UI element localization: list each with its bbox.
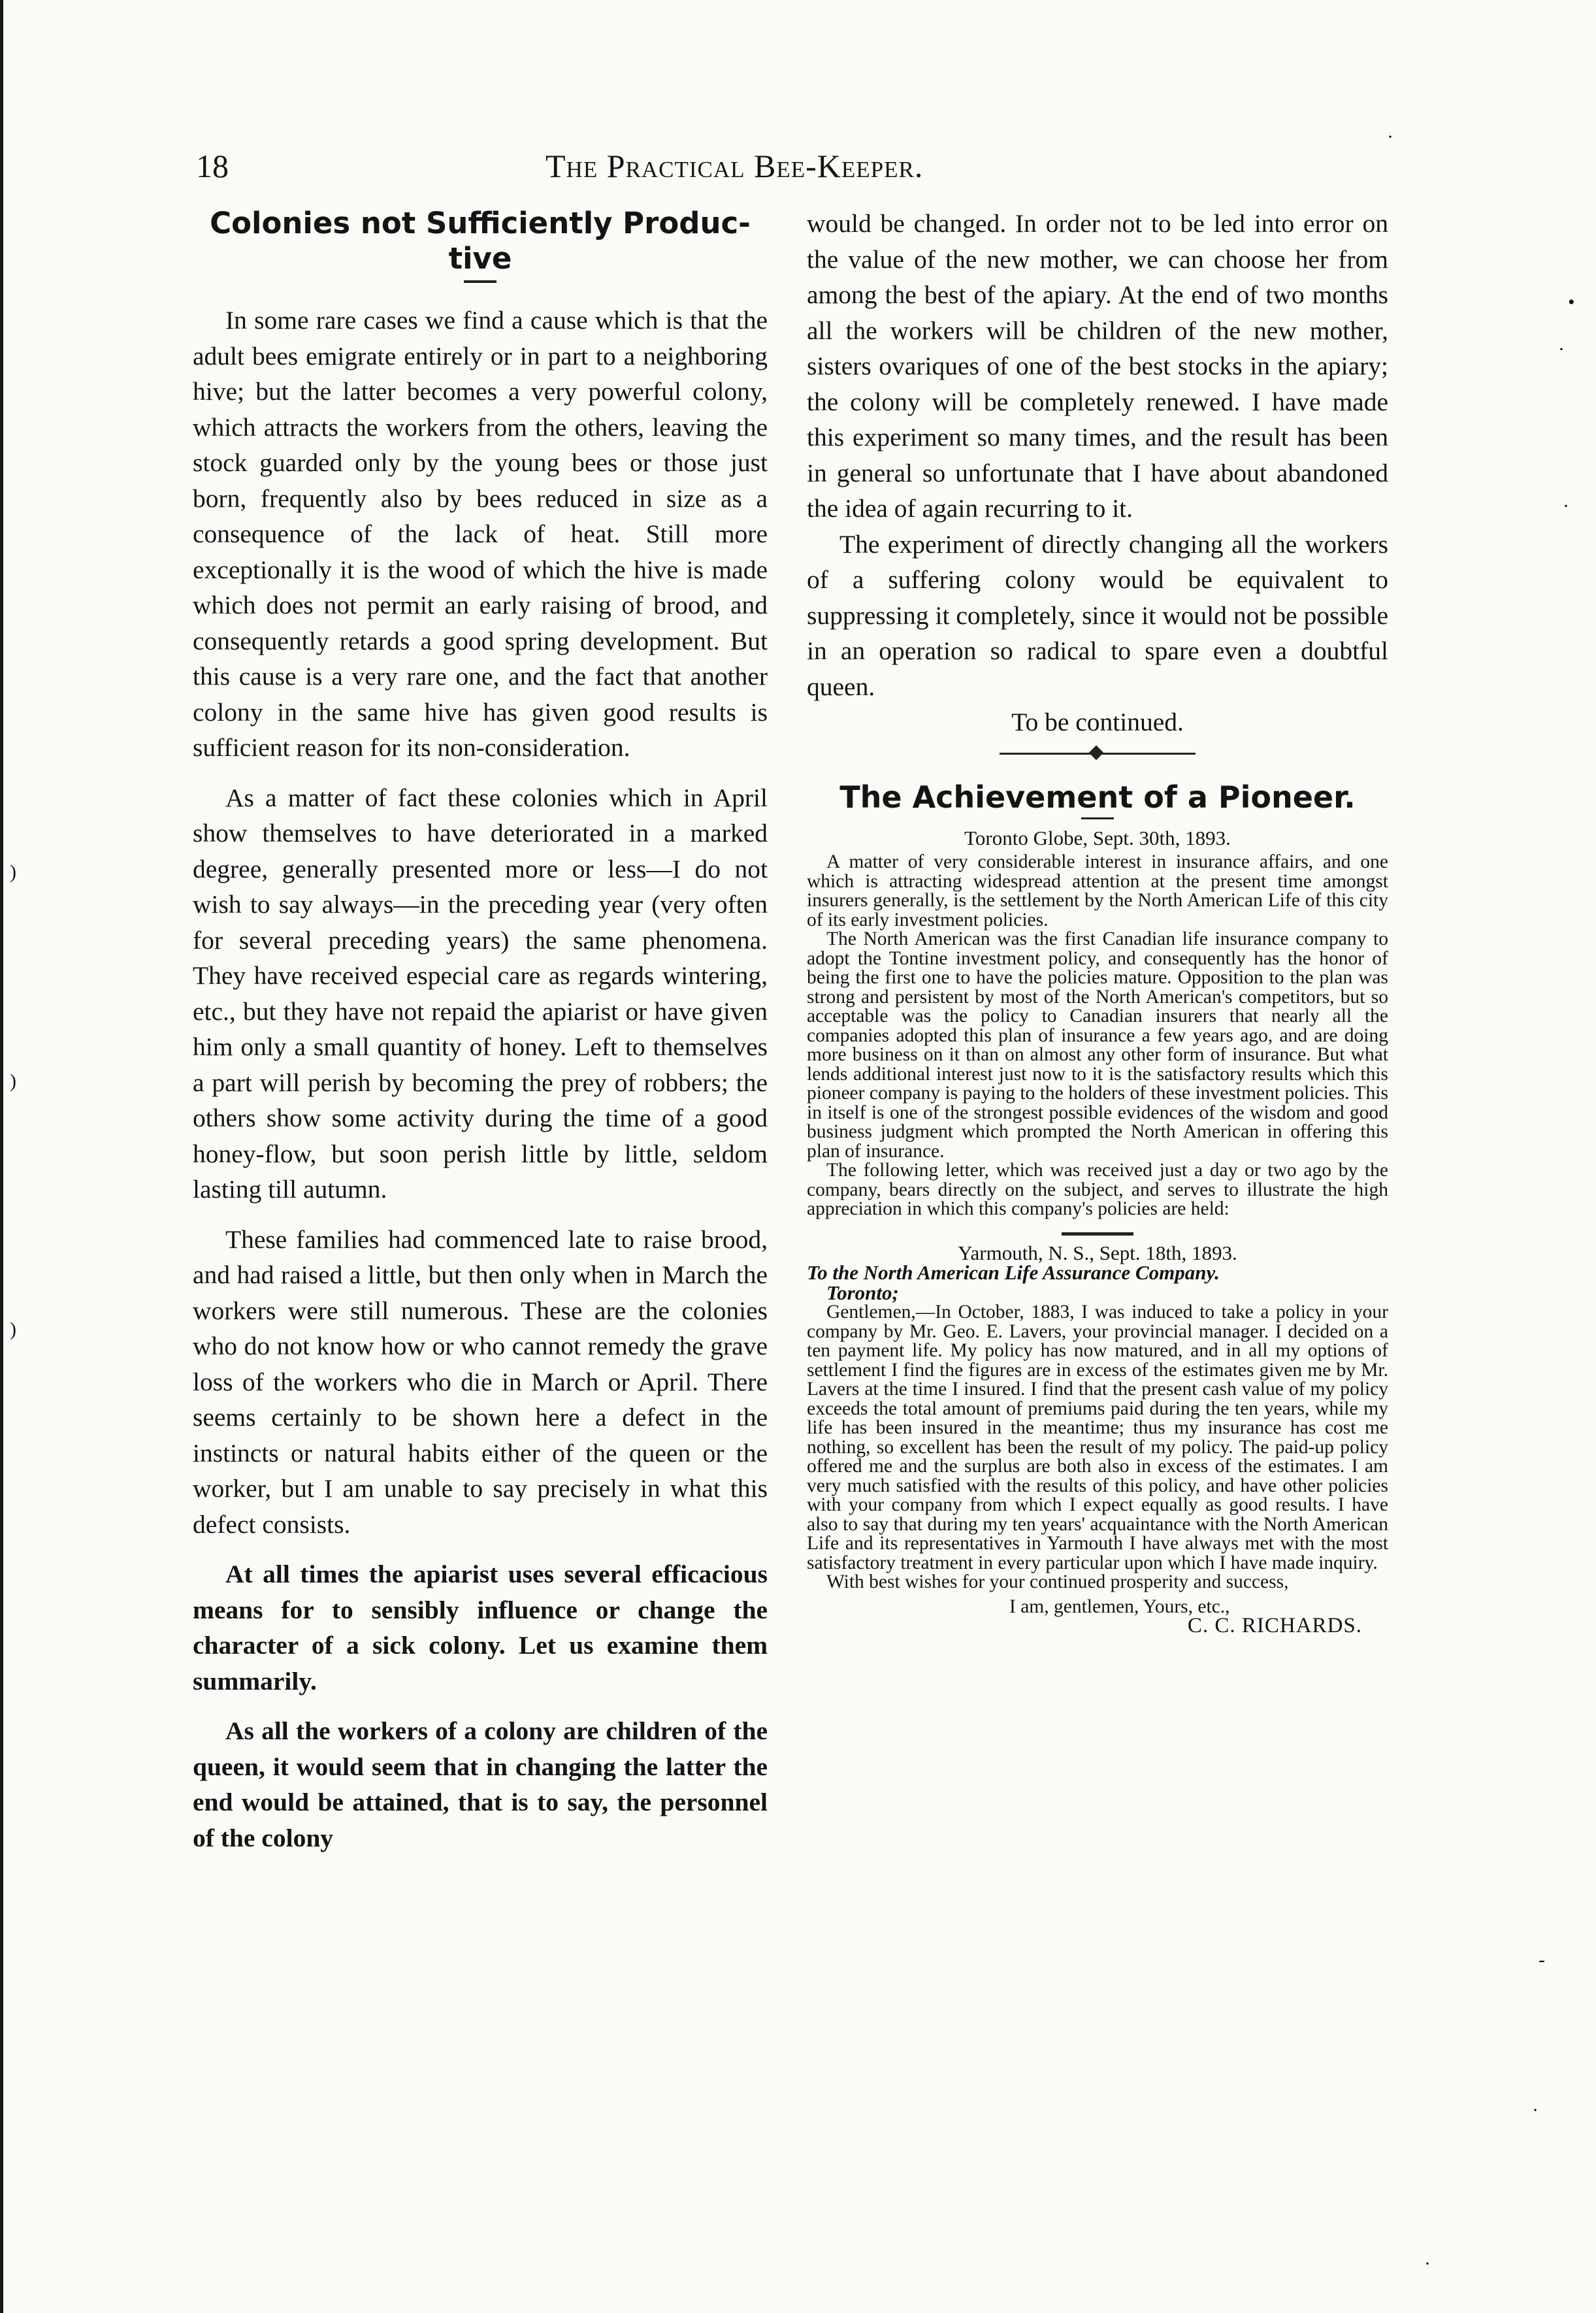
letter-closing: I am, gentlemen, Yours, etc.,	[1009, 1596, 1230, 1617]
scan-speck: )	[10, 1319, 16, 1340]
scan-speck: ·	[1387, 126, 1393, 148]
left-column	[193, 206, 768, 1856]
page-number: 18	[196, 148, 229, 184]
paragraph: In some rare cases we find a cause which is that the adult bees emigrate entirely or in part to a neighboring hive; but the latter becomes a very powerful colony, which attracts the workers from the others, leaving the stock guarded only by the young bees or those just born, frequently also by bees reduced in size as a consequence of the lack of heat. Still more exceptionally it is the wood of which the hive is made which does not permit an early raising of brood, and consequently retards a good spring development. But this cause is a very rare one, and the fact that another colony in the same hive has given good results is sufficient reason for its non-consideration.	[193, 306, 768, 762]
letter-wishes: With best wishes for your continued prosperity and success,	[826, 1571, 1289, 1592]
letter-rule	[1062, 1232, 1133, 1236]
letter-addressee: To the North American Life Assurance Company.	[807, 1261, 1220, 1284]
paragraph: At all times the apiarist uses several efficacious means for to sensibly influence or change the character of a sick colony. Let us examine them summarily.	[193, 1560, 768, 1696]
paragraph: As a matter of fact these colonies which in April show themselves to have deteriorated in a marked degree, generally presented more or less—I do not wish to say always—in the preceding year (very often for several preceding years) the same phenomena. They have received especial care as regards wintering, etc., but they have not repaid the apiarist or have given him only a small quantity of honey. Left to themselves a part will perish by becoming the prey of robbers; the others show some activity during the time of a good honey-flow, but soon perish little by little, seldom lasting till autumn.	[193, 783, 768, 1204]
paragraph: The experiment of directly changing all the workers of a suffering colony would be equivalent to suppressing it completely, since it would not be possible in an operation so radical to spare even a doubtful queen.	[807, 529, 1388, 701]
paragraph: The following letter, which was received just a day or two ago by the company, bears directly on the subject, and serves to illustrate the high appreciation in which this company's policies are held:	[807, 1160, 1388, 1219]
article-heading: The Achievement of a Pioneer.	[839, 779, 1356, 815]
letter-signature: C. C. RICHARDS.	[1187, 1614, 1362, 1637]
scan-speck: •	[1568, 291, 1575, 313]
scan-speck: )	[10, 861, 16, 883]
letter-addressee-city: Toronto;	[826, 1281, 899, 1304]
ornament-diamond	[1089, 745, 1104, 760]
page-header	[196, 147, 1039, 193]
right-column	[807, 206, 1388, 1636]
scan-edge	[0, 0, 3, 2313]
paragraph: would be changed. In order not to be led into error on the value of the new mother, we can choose her from among the best of the apiary. At the end of two months all the workers will be children of the new mother, sisters ovariques of one of the best stocks in the apiary; the colony will be completely renewed. I have made this experiment so many times, and the result has been in general so unfortunate that I have about abandoned the idea of again recurring to it.	[807, 209, 1388, 523]
scan-speck: )	[10, 1070, 16, 1092]
section-heading-line1: Colonies not Sufficiently Produc-	[210, 206, 751, 240]
scan-speck: ·	[1558, 338, 1565, 360]
letter-dateline: Yarmouth, N. S., Sept. 18th, 1893.	[958, 1241, 1237, 1264]
scan-speck: -	[1539, 1949, 1545, 1971]
paragraph: As all the workers of a colony are children of the queen, it would seem that in changing the latter the end would be attained, that is to say, the personnel of the colony	[193, 1716, 768, 1852]
section-heading-line2: tive	[448, 241, 512, 276]
paragraph: These families had commenced late to raise brood, and had raised a little, but then only when in March the workers were still numerous. These are the colonies who do not know how or who cannot remedy the grave loss of the workers who die in March or April. There seems certainly to be shown here a defect in the instincts or natural habits either of the queen or the worker, but I am unable to say precisely in what this defect consists.	[193, 1224, 768, 1539]
continuation-block	[807, 206, 1388, 740]
letter-body: Gentlemen,—In October, 1883, I was induced to take a policy in your company by Mr. Geo. E. Lavers, your provincial manager. I decided on a ten payment life. My policy has now matured, and in all my options of settlement I find the figures are in excess of the estimates given me by Mr. Lavers at the time I insured. I find that the present cash value of my policy exceeds the total amount of premiums paid during the ten years, while my life has been insured in the meantime; thus my insurance has cost me nothing, so excellent has been the result of my policy. The paid-up policy offered me and the surplus are both also in excess of the estimates. I am very much satisfied with the results of this policy, and have other policies with your company from which I expect equally as good results. I have also to say that during my ten years' acquaintance with the North American Life and its representatives in Yarmouth I have always met with the most satisfactory treatment in every particular upon which I have made inquiry.	[807, 1302, 1388, 1573]
ornamental-rule	[1000, 747, 1196, 760]
paragraph: A matter of very considerable interest in insurance affairs, and one which is attracting widespread attention at the present time amongst insurers generally, is the settlement by the North American Life of this city of its early investment policies.	[807, 851, 1388, 930]
scan-speck: ·	[1532, 2099, 1539, 2121]
paragraph: The North American was the first Canadian life insurance company to adopt the Tontine investment policy, and consequently has the honor of being the first one to have the policies mature. Opposition to the plan was strong and persistent by most of the North American's competitors, but so acceptable was the policy to Canadian insurers that nearly all the companies adopted this plan of insurance a few years ago, and are doing more business on it than on almost any other form of insurance. But what lends additional interest just now to it is the satisfactory results which this pioneer company is paying to the holders of these investment policies. This in itself is one of the strongest possible evidences of the wisdom and good business judgment which prompted the North American in offering this plan of insurance.	[807, 928, 1388, 1162]
to-be-continued: To be continued.	[1011, 708, 1184, 736]
scan-speck: ·	[1563, 495, 1569, 517]
running-title: The Practical Bee-Keeper.	[546, 148, 924, 184]
article-body	[807, 828, 1388, 1636]
heading-rule	[1081, 817, 1114, 819]
scan-speck: ·	[1424, 2253, 1431, 2274]
article-dateline: Toronto Globe, Sept. 30th, 1893.	[964, 826, 1231, 849]
heading-rule	[464, 280, 497, 283]
